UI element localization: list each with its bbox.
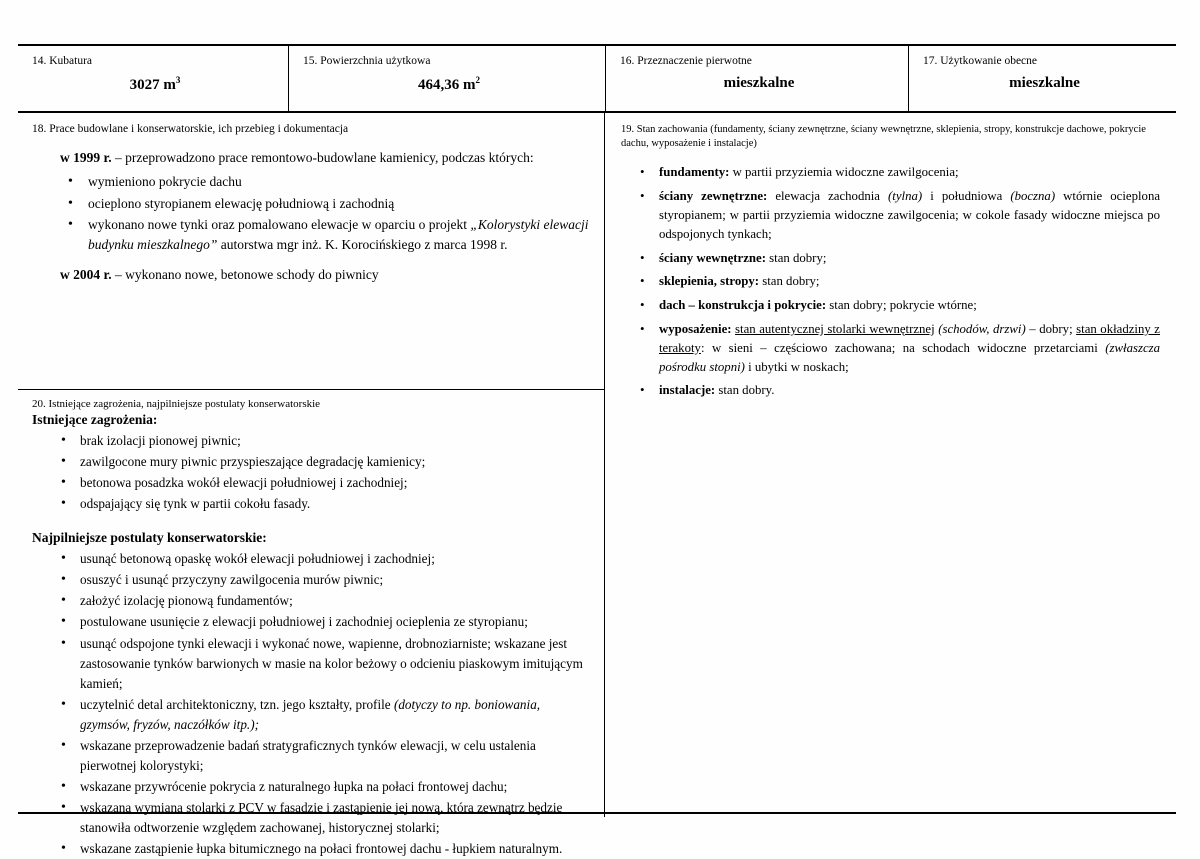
field-20-postulate-list <box>32 549 590 859</box>
field-15-value-text: 464,36 m <box>418 77 476 94</box>
field-20-right-empty-area <box>605 390 1176 817</box>
item-term: sklepienia, stropy: <box>659 274 760 289</box>
field-18-label: 18. Prace budowlane i konserwatorskie, ich przebieg i dokumentacja <box>32 123 349 135</box>
table-row-fields-14-17 <box>18 46 1176 113</box>
list-item <box>659 163 1160 182</box>
field-18-year-1999: w 1999 r. <box>60 150 112 165</box>
list-item <box>659 320 1160 376</box>
field-19-stan-zachowania <box>605 113 1176 398</box>
list-item: • betonowa posadzka wokół elewacji południowej i zachodniej; <box>80 473 590 493</box>
list-item <box>659 296 1160 315</box>
field-15-value <box>303 75 595 94</box>
list-item <box>659 187 1160 243</box>
field-14-label: 14. Kubatura <box>32 55 93 67</box>
field-15-unit-exponent: 2 <box>475 75 480 86</box>
list-item: • osuszyć i usunąć przyczyny zawilgocenia murów piwnic; <box>80 570 590 590</box>
item-text: stan dobry. <box>715 383 775 398</box>
list-item: • ocieplono styropianem elewację południową i zachodnią <box>88 194 590 214</box>
field-16-przeznaczenie-pierwotne <box>605 46 908 111</box>
item-term: fundamenty: <box>659 165 730 180</box>
list-item: • wymieniono pokrycie dachu <box>88 172 590 192</box>
bullet-3-pre: wykonano nowe tynki oraz pomalowano elewacje w oparciu o projekt <box>88 216 471 232</box>
list-item <box>88 215 590 256</box>
list-item: • brak izolacji pionowej piwnic; <box>80 431 590 451</box>
list-item: • uczytelnić detal architektoniczny, tzn. jego kształty, profile (dotyczy to np. boniowania, gzymsów, fryzów, naczółków itp.); <box>80 695 590 735</box>
list-item: • odspajający się tynk w partii cokołu fasady. <box>80 494 590 514</box>
item-text: elewacja zachodnia (tylna) i południowa (boczna) wtórnie ocieplona styropianem; w partii przyziemia widoczne zawilgocenia; w cokole fasady widoczne miejsca po odspojonych tynkach; <box>659 189 1161 241</box>
item-term: ściany wewnętrzne: <box>659 250 766 265</box>
list-item: • usunąć betonową opaskę wokół elewacji południowej i zachodniej; <box>80 549 590 569</box>
field-20-subheading-postulates: Najpilniejsze postulaty konserwatorskie: <box>32 530 267 546</box>
item-text: stan dobry; pokrycie wtórne; <box>826 298 977 313</box>
table-row-field-20 <box>18 390 1176 857</box>
table-row-fields-18-19 <box>18 113 1176 398</box>
field-18-prace-budowlane <box>18 113 605 390</box>
field-20-label: 20. Istniejące zagrożenia, najpilniejsze postulaty konserwatorskie <box>32 398 321 410</box>
item-text: stan dobry; <box>765 250 827 265</box>
field-20-threat-list <box>32 431 590 514</box>
field-18-paragraph-1999 <box>32 148 590 168</box>
field-19-label: 19. Stan zachowania (fundamenty, ściany zewnętrzne, ściany wewnętrzne, sklepienia, stropy, konstrukcje dachowe, pokrycie dachu, wyposażenie i instalacje) <box>621 124 1146 150</box>
field-17-value: mieszkalne <box>1009 75 1080 92</box>
field-17-uzytkowanie-obecne <box>908 46 1176 111</box>
field-17-label: 17. Użytkowanie obecne <box>923 55 1038 67</box>
field-14-kubatura <box>18 46 288 111</box>
field-20-zagrozenia-postulaty <box>18 390 605 857</box>
item-term: instalacje: <box>659 383 716 398</box>
list-item: • wskazana wymiana stolarki z PCV w fasadzie i zastąpienie jej nową, która zewnątrz będzie stanowiła odtworzenie względem zachowanej, historycznej stolarki; <box>80 798 590 838</box>
list-item: • wskazane przywrócenie pokrycia z naturalnego łupka na połaci frontowej dachu; <box>80 777 590 797</box>
item-term: wyposażenie: <box>659 321 732 336</box>
field-18-year-2004: w 2004 r. <box>60 267 112 283</box>
item-term: ściany zewnętrzne: <box>659 189 768 204</box>
list-item: • usunąć odspojone tynki elewacji i wykonać nowe, wapienne, drobnoziarniste; wskazane jest zastosowanie tynków barwionych w masie na kolor beżowy o odcieniu piaskowym imitującym kamień; <box>80 634 590 694</box>
field-18-paragraph-1999-text: – przeprowadzono prace remontowo-budowlane kamienicy, podczas których: <box>111 150 534 165</box>
field-20-subheading-threats: Istniejące zagrożenia: <box>32 412 158 427</box>
field-16-value: mieszkalne <box>723 75 795 92</box>
list-item: • wskazane zastąpienie łupka bitumicznego na połaci frontowej dachu - łupkiem naturalnym. <box>80 839 590 859</box>
list-item <box>659 272 1160 291</box>
field-19-list <box>621 163 1160 400</box>
field-14-unit-exponent: 3 <box>175 75 181 86</box>
item-text: stan dobry; <box>759 274 820 289</box>
list-item: • zawilgocone mury piwnic przyspieszające degradację kamienicy; <box>80 452 590 472</box>
list-item <box>659 249 1160 268</box>
field-15-powierzchnia-uzytkowa <box>288 46 605 111</box>
list-item: • założyć izolację pionową fundamentów; <box>80 591 590 611</box>
item-text: stan autentycznej stolarki wewnętrznej (schodów, drzwi) – dobry; stan okładziny z terakoty: w sieni – częściowo zachowana; na schodach widoczne przetarciami (zwłaszcza pośrodku stopni) i ubytki w noskach; <box>659 321 1160 374</box>
field-14-value <box>32 75 278 94</box>
field-16-label: 16. Przeznaczenie pierwotne <box>620 55 752 67</box>
item-text: w partii przyziemia widoczne zawilgocenia; <box>729 165 959 180</box>
list-item: • wskazane przeprowadzenie badań stratygraficznych tynków elewacji, w celu ustalenia pierwotnej kolorystyki; <box>80 736 590 776</box>
field-18-paragraph-2004-text: – wykonano nowe, betonowe schody do piwnicy <box>111 267 379 283</box>
bullet-3-italic: „Kolorystyki elewacji budynku mieszkalnego” <box>88 216 589 252</box>
field-18-bullet-list <box>32 172 590 255</box>
field-18-paragraph-2004 <box>32 265 590 285</box>
bullet-3-post: autorstwa mgr inż. K. Korocińskiego z marca 1998 r. <box>217 237 508 252</box>
list-item: • postulowane usunięcie z elewacji południowej i zachodniej ocieplenia ze styropianu; <box>80 612 590 632</box>
form-table <box>18 44 1176 857</box>
field-15-label: 15. Powierzchnia użytkowa <box>303 55 431 67</box>
field-14-value-text: 3027 m <box>129 77 176 94</box>
item-term: dach – konstrukcja i pokrycie: <box>659 298 827 313</box>
